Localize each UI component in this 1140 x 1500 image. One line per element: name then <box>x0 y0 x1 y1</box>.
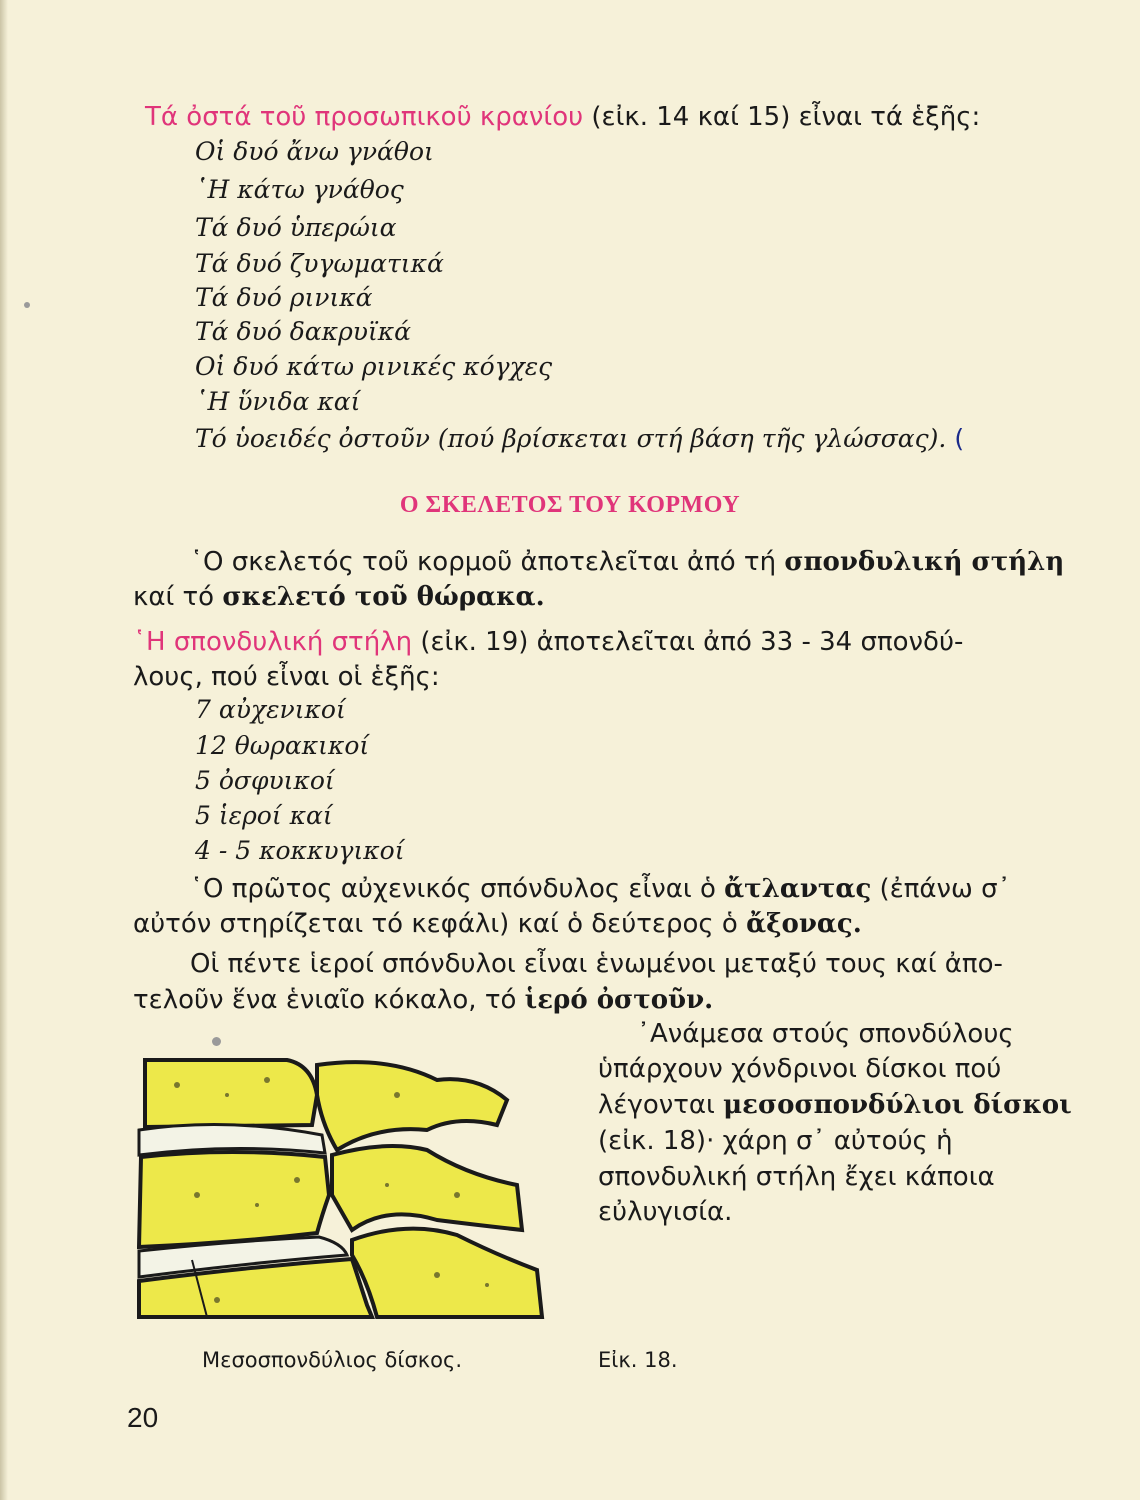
atlas-bold: ἄτλαντας <box>724 874 872 904</box>
vertebra-item: 7 αὐχενικοί <box>195 695 346 724</box>
face-bone-item: Τά δυό ζυγωματικά <box>195 249 444 278</box>
face-bone-item: ῾Η ὕνιδα καί <box>195 387 361 416</box>
axis-bold: ἄξονας. <box>746 909 862 939</box>
spine-line-2: λους, πού εἶναι οἱ ἑξῆς: <box>133 662 440 692</box>
vertebra-item: 4 - 5 κοκκυγικοί <box>195 836 405 865</box>
discs-line-6: εὐλυγισία. <box>598 1197 733 1227</box>
trunk-bold-spine: σπονδυλική στήλη <box>784 547 1065 577</box>
trunk-bold-thorax: σκελετό τοῦ θώρακα. <box>222 582 545 612</box>
intro-rest: (εἰκ. 14 καί 15) εἶναι τά ἑξῆς: <box>583 102 981 132</box>
spine-rest: (εἰκ. 19) ἀποτελεῖται ἀπό 33 - 34 σπονδύ- <box>412 627 964 657</box>
sacral-line-1: Οἱ πέντε ἱεροί σπόνδυλοι εἶναι ἑνωμένοι μεταξύ τους καί ἀπο- <box>190 949 1003 979</box>
trunk-text: ῾Ο σκελετός τοῦ κορμοῦ ἀποτελεῖται ἀπό τή <box>190 547 785 577</box>
figure-caption-number: Εἰκ. 18. <box>598 1348 678 1372</box>
intervertebral-disc-figure <box>137 1055 547 1320</box>
sacral-line-2 <box>133 983 713 1017</box>
face-bone-item: Οἱ δυό ἄνω γνάθοι <box>195 137 434 166</box>
print-speck <box>212 1037 221 1046</box>
print-speck <box>24 302 30 308</box>
page-edge <box>0 0 8 1500</box>
middle-vertebra <box>139 1152 329 1247</box>
trunk-text: καί τό <box>133 582 223 612</box>
face-bone-item: ῾Η κάτω γνάθος <box>195 175 404 204</box>
vertebra-item: 5 ἱεροί καί <box>195 801 333 830</box>
face-bone-item: Τά δυό ὑπερώια <box>195 213 397 242</box>
discs-line-4: (εἰκ. 18)· χάρη σ᾽ αὐτούς ἡ <box>598 1126 953 1156</box>
discs-bold: μεσοσπονδύλιοι δίσκοι <box>723 1090 1072 1120</box>
handwritten-mark: ( <box>954 424 965 453</box>
spine-lead: ῾Η σπονδυλική στήλη <box>133 627 413 657</box>
sacral-text: τελοῦν ἕνα ἑνιαῖο κόκαλο, τό <box>133 985 525 1015</box>
atlas-line-2 <box>133 907 862 941</box>
figure-caption-label: Μεσοσπονδύλιος δίσκος. <box>202 1348 463 1372</box>
upper-vertebra <box>145 1060 317 1127</box>
face-bone-item-hyoid <box>195 424 964 454</box>
face-bone-item: Οἱ δυό κάτω ρινικές κόγχες <box>195 352 553 381</box>
face-bone-item: Τά δυό ρινικά <box>195 283 373 312</box>
face-bone-item: Τά δυό δακρυϊκά <box>195 317 412 346</box>
atlas-line-1 <box>190 872 1011 906</box>
discs-line-5: σπονδυλική στήλη ἔχει κάποια <box>598 1162 995 1192</box>
section-heading: Ο ΣΚΕΛΕΤΟΣ ΤΟΥ ΚΟΡΜΟΥ <box>399 492 741 518</box>
spine-line-1 <box>133 625 963 659</box>
discs-text: λέγονται <box>598 1090 724 1120</box>
page-number: 20 <box>127 1402 159 1433</box>
atlas-text: ῾Ο πρῶτος αὐχενικός σπόνδυλος εἶναι ὁ <box>190 874 725 904</box>
discs-line-1: ᾽Ανάμεσα στούς σπονδύλους <box>637 1019 1014 1049</box>
discs-line-2: ὑπάρχουν χόνδρινοι δίσκοι πού <box>598 1054 1002 1084</box>
trunk-line-1 <box>190 545 1064 579</box>
atlas-text: αὐτόν στηρίζεται τό κεφάλι) καί ὁ δεύτερος ὁ <box>133 909 747 939</box>
trunk-line-2 <box>133 580 545 614</box>
atlas-text: (ἐπάνω σ᾽ <box>871 874 1011 904</box>
vertebra-item: 5 ὀσφυικοί <box>195 766 335 795</box>
hyoid-text: Τό ὑοειδές ὀστοῦν (πού βρίσκεται στή βάση τῆς γλώσσας). <box>195 424 947 453</box>
vertebra-item: 12 θωρακικοί <box>195 731 370 760</box>
intro-lead: Τά ὀστά τοῦ προσωπικοῦ κρανίου <box>145 102 584 132</box>
intro-line <box>145 100 980 134</box>
discs-line-3 <box>598 1088 1072 1122</box>
sacrum-bold: ἱερό ὀστοῦν. <box>524 985 714 1015</box>
